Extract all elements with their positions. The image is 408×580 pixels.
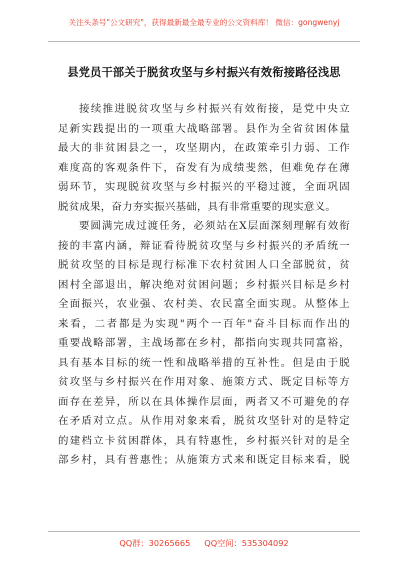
body-line: 脱贫成果，奋力夯实振兴基础，具有非常重要的现实意义。: [58, 200, 336, 213]
body-line: 具有基本目标的统一性和战略举措的互补性。但是由于脱: [58, 356, 350, 369]
body-line: 脱贫攻坚的目标是现行标准下农村贫困人口全部脱贫，贫: [58, 259, 350, 271]
document-title: 县党员干部关于脱贫攻坚与乡村振兴有效衔接路径浅思: [67, 65, 341, 79]
body-line: 贫攻坚与乡村振兴在作用对象、施策方式、既定目标等方: [58, 376, 350, 388]
footer-contact: [0, 538, 408, 549]
body-line: 接的丰富内涵，辩证看待脱贫攻坚与乡村振兴的矛盾统一: [58, 239, 350, 252]
body-line: 来看，二者都是为实现"两个一百年"奋斗目标而作出的: [58, 317, 350, 330]
header-banner: 关注头条号"公文研究"，获得最新最全最专业的公文资料库！ 微信：gongwenyj: [68, 18, 340, 27]
body-line: 重要战略部署，主战场都在乡村，都指向实现共同富裕，: [58, 337, 350, 349]
body-line: 难度高的客观条件下，奋发有为成绩斐然，但难免存在薄: [58, 161, 350, 174]
body-line: 面存在差异，所以在具体操作层面，两者又不可避免的存: [58, 395, 350, 408]
body-line: 在矛盾对立点。从作用对象来看，脱贫攻坚针对的是特定: [58, 415, 350, 427]
footer-qq-space: QQ空间：535304092: [204, 538, 289, 548]
body-line: 全面振兴，农业强、农村美、农民富全面实现。从整体上: [58, 298, 350, 310]
document-body: [58, 100, 350, 471]
body-line: 足新实践提出的一项重大战略部署。县作为全省贫困体量: [58, 122, 350, 135]
body-line: 的建档立卡贫困群体，具有特惠性，乡村振兴针对的是全: [58, 434, 350, 447]
body-line: 部乡村，具有普惠性；从施策方式来和既定目标来看，脱: [58, 454, 350, 466]
body-line: 要圆满完成过渡任务，必须站在X层面深刻理解有效衔: [79, 220, 350, 232]
body-line: 弱环节，实现脱贫攻坚与乡村振兴的平稳过渡，全面巩固: [58, 181, 350, 193]
body-line: 困村全部退出，解决绝对贫困问题；乡村振兴目标是乡村: [58, 278, 350, 291]
footer-divider: [48, 531, 360, 532]
header-divider: [48, 41, 360, 42]
body-line: 接续推进脱贫攻坚与乡村振兴有效衔接，是党中央立: [79, 103, 350, 115]
footer-qq-group: QQ群：30265665: [119, 538, 191, 548]
body-line: 最大的非贫困县之一，攻坚期内，在政策牵引力弱、工作: [58, 142, 350, 154]
